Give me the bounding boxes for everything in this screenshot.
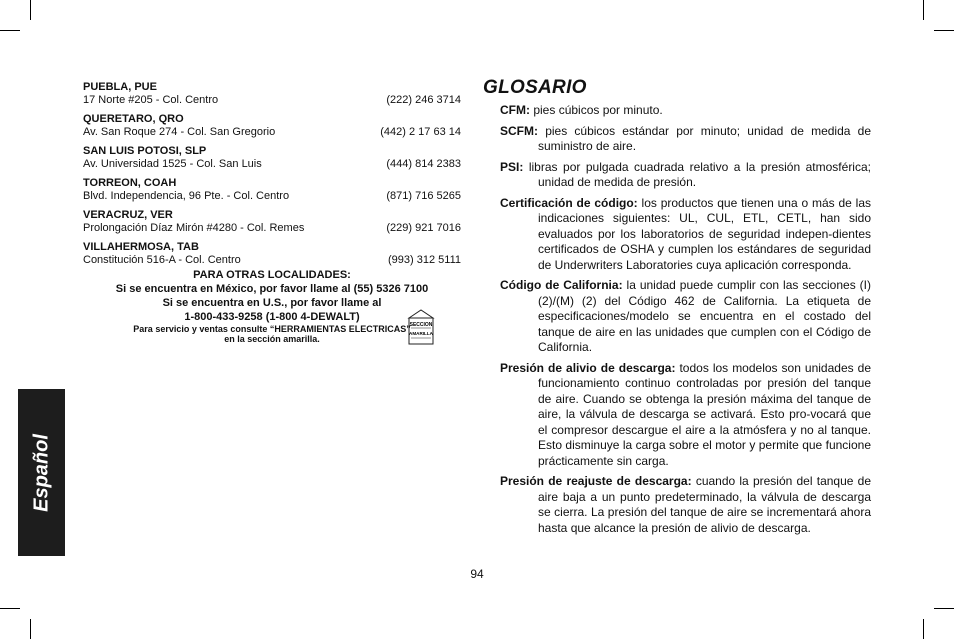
glossary-term: CFM: [500, 103, 530, 117]
location-address: Av. San Roque 274 - Col. San Gregorio [83, 126, 276, 138]
location-city: PUEBLA, PUE [83, 81, 157, 93]
other-heading: PARA OTRAS LOCALIDADES: [193, 269, 351, 281]
glossary-entry [500, 278, 871, 356]
crop-mark [923, 0, 924, 20]
svg-text:AMARILLA: AMARILLA [409, 331, 433, 336]
crop-mark [0, 608, 20, 609]
glossary-definition: libras por pulgada cuadrada relativo a la presión atmosférica; unidad de medida de presión. [528, 159, 871, 189]
us-phone-line: Si se encuentra en U.S., por favor llame al [162, 297, 382, 309]
location-city: TORREON, COAH [83, 177, 177, 189]
glossary-entry [500, 474, 871, 536]
location-phone: (222) 246 3714 [386, 94, 461, 106]
location-city: SAN LUIS POTOSI, SLP [83, 145, 207, 157]
glossary-entry [500, 124, 871, 155]
seccion-amarilla-logo [406, 308, 436, 348]
service-locations [83, 81, 461, 344]
glossary-term: PSI: [500, 159, 524, 174]
crop-mark [934, 608, 954, 609]
glossary-term: Certificación de código: [500, 195, 638, 210]
location-entry [83, 241, 461, 267]
crop-mark [923, 619, 924, 639]
crop-mark [0, 30, 20, 31]
glossary-title: GLOSARIO [483, 77, 587, 98]
location-address: Blvd. Independencia, 96 Pte. - Col. Centro [83, 190, 290, 202]
page-number: 94 [470, 567, 484, 581]
location-phone: (444) 814 2383 [386, 158, 461, 170]
location-phone: (229) 921 7016 [386, 222, 461, 234]
glossary-entry [500, 361, 871, 470]
location-phone: (442) 2 17 63 14 [380, 126, 461, 138]
glossary-definition: los productos que tienen una o más de las indicaciones siguientes: UL, CUL, ETL, CETL, han sido evaluados por los laboratorios de seguridad indepen-dientes certificados de OSHA y cumplen los estándares de seguridad de Underwriters Laboratories cuya aplicación corresponda. [538, 195, 872, 272]
glossary-definition: pies cúbicos estándar por minuto; unidad de medida de suministro de aire. [538, 123, 871, 153]
other-locations [83, 268, 461, 344]
glossary-term: Presión de reajuste de descarga: [500, 474, 692, 488]
glossary-term: Código de California: [500, 278, 623, 292]
glossary-definition: la unidad puede cumplir con las secciones (I) (2)/(M) (2) del Código 462 de California. La etiqueta de especificaciones/modelo se encuentra en el costado del tanque de aire en las unidades que cumplen con el Código de California. [538, 278, 871, 354]
location-address: Prolongación Díaz Mirón #4280 - Col. Remes [83, 222, 305, 234]
location-city: VILLAHERMOSA, TAB [83, 241, 199, 253]
location-entry [83, 145, 461, 171]
service-note: Para servicio y ventas consulte “HERRAMIENTAS ELECTRICAS” [133, 324, 411, 334]
location-address: Constitución 516-A - Col. Centro [83, 254, 241, 266]
language-tab-label: Español [30, 433, 52, 512]
service-note-2: en la sección amarilla. [224, 334, 320, 344]
glossary-definition: todos los modelos son unidades de funcionamiento continuo controladas por presión del tanque de aire. Cuando se obtenga la presión máxima del tanque de aire, la válvula de descarga se activará. Esto pro-vocará que el compresor descargue el aire a la atmósfera y no al tanque. Esto disminuye la carga sobre el motor y permite que funcione prácticamente sin carga. [538, 360, 871, 468]
location-phone: (993) 312 5111 [388, 254, 461, 266]
glossary-entry [500, 103, 871, 119]
glossary-entry [500, 160, 871, 191]
svg-text:SECCION: SECCION [409, 322, 433, 328]
location-entry [83, 209, 461, 235]
glossary-definition: pies cúbicos por minuto. [533, 103, 663, 117]
location-entry [83, 113, 461, 139]
location-address: 17 Norte #205 - Col. Centro [83, 94, 219, 106]
crop-mark [30, 0, 31, 20]
location-phone: (871) 716 5265 [386, 190, 461, 202]
location-city: QUERETARO, QRO [83, 113, 184, 125]
crop-mark [934, 30, 954, 31]
location-entry [83, 177, 461, 203]
glossary-term: Presión de alivio de descarga: [500, 360, 676, 375]
location-city: VERACRUZ, VER [83, 209, 173, 221]
glossary-term: SCFM: [500, 123, 538, 138]
mexico-phone-line: Si se encuentra en México, por favor llame al (55) 5326 7100 [115, 283, 429, 295]
language-tab [18, 389, 65, 556]
glossary-section [483, 77, 871, 541]
location-address: Av. Universidad 1525 - Col. San Luis [83, 158, 262, 170]
crop-mark [30, 619, 31, 639]
location-entry [83, 81, 461, 107]
glossary-definition: cuando la presión del tanque de aire baja a un punto predeterminado, la válvula de descarga se cierra. La presión del tanque de aire se incrementará ahora hasta que alcance la presión de alivio de descarga. [538, 474, 871, 535]
us-phone-number: 1-800-433-9258 (1-800 4-DEWALT) [184, 311, 360, 323]
glossary-entry [500, 196, 871, 274]
